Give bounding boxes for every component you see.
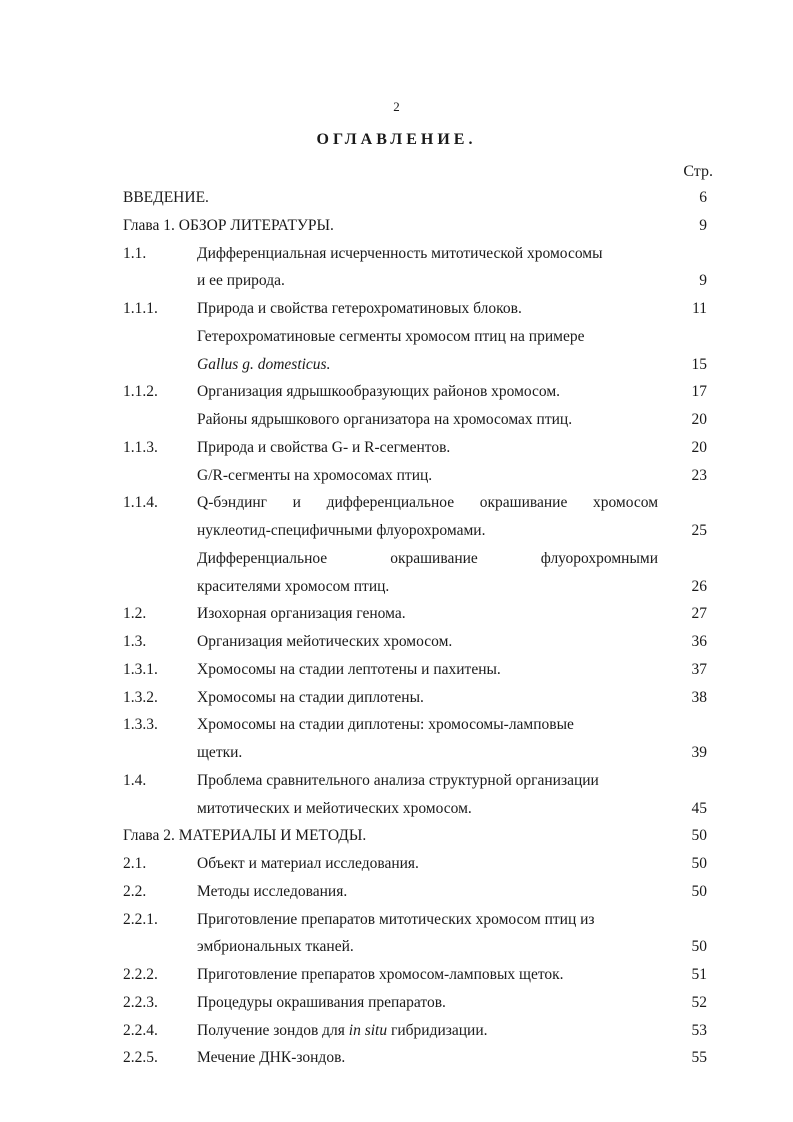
toc-page: 52 [691,993,707,1011]
toc-text: Проблема сравнительного анализа структурной организации [197,771,599,789]
toc-text: Глава 1. ОБЗОР ЛИТЕРАТУРЫ. [123,216,334,234]
toc-page: 55 [691,1049,707,1067]
toc-text: Хромосомы на стадии диплотены: хромосомы-ламповые [197,716,574,734]
toc-row [123,739,713,767]
toc-row [123,406,713,434]
toc-text: красителями хромосом птиц. [197,577,390,595]
toc-text: Gallus g. domesticus. [197,355,331,373]
toc-text: Методы исследования. [197,882,348,900]
toc-number: 2.2.4. [123,1021,158,1039]
toc-text: Хромосомы на стадии лептотены и пахитены. [197,660,501,678]
toc-page: 17 [691,383,707,401]
toc-page: 25 [691,522,707,539]
toc-text: Мечение ДНК-зондов. [197,1049,346,1067]
toc-text: Дифференциальная исчерченность митотической хромосомы [197,244,603,262]
toc-text: ВВЕДЕНИЕ. [123,189,209,206]
toc-page: 50 [691,882,707,900]
toc-text [197,1017,658,1045]
toc-row [123,767,713,795]
page-column-header: Стр. [683,163,713,180]
toc-text: Приготовление препаратов митотических хромосом птиц из [197,910,595,928]
toc-page: 51 [691,966,707,983]
toc-page: 9 [699,272,707,290]
toc-row [123,489,713,517]
toc-text: щетки. [197,744,243,761]
toc-text: Организация мейотических хромосом. [197,633,453,650]
toc-text: Хромосомы на стадии диплотены. [197,688,424,706]
toc-row [123,961,713,989]
toc-row [123,434,713,462]
table-of-contents [123,184,713,1072]
toc-text: Гетерохроматиновые сегменты хромосом птиц на примере [197,327,585,345]
toc-page: 36 [691,633,707,650]
toc-page: 37 [691,660,707,678]
toc-row [123,933,713,961]
toc-page: 50 [691,938,707,956]
toc-text: Приготовление препаратов хромосом-ламповых щеток. [197,966,564,983]
toc-text: Дифференциальное окрашивание флуорохромными [197,549,658,567]
toc-number: 1.1.1. [123,300,158,317]
toc-row [123,573,713,601]
toc-number: 1.4. [123,771,147,789]
toc-row [123,795,713,823]
toc-text-part: гибридизации. [387,1021,488,1039]
toc-text: эмбриональных тканей. [197,938,354,956]
toc-page: 23 [691,466,707,484]
page-title: ОГЛАВЛЕНИЕ. [316,131,477,148]
toc-row [123,378,713,406]
toc-page: 45 [691,799,707,817]
toc-number: 2.2.2. [123,966,158,983]
toc-row [123,1017,713,1045]
toc-row [123,1044,713,1072]
toc-row [123,600,713,628]
toc-row [123,906,713,934]
toc-number: 2.2.3. [123,993,158,1011]
toc-number: 1.3. [123,633,147,650]
toc-page: 50 [691,827,707,845]
toc-number: 1.1.3. [123,438,158,456]
toc-row [123,517,713,545]
toc-text: Изохорная организация генома. [197,605,406,623]
toc-page: 53 [691,1021,707,1039]
toc-number: 1.3.3. [123,716,158,734]
toc-row [123,295,713,323]
toc-text-emphasis: in situ [348,1021,388,1039]
toc-page: 38 [691,688,707,706]
toc-row [123,628,713,656]
toc-number: 1.1. [123,244,147,262]
toc-row [123,656,713,684]
toc-number: 1.3.2. [123,688,158,706]
toc-text: Процедуры окрашивания препаратов. [197,993,446,1011]
toc-text: Q-бэндинг и дифференциальное окрашивание хромосом [197,494,658,512]
toc-row [123,323,713,351]
toc-page: 15 [691,355,707,373]
toc-page: 11 [692,300,707,317]
toc-row [123,711,713,739]
toc-text: Районы ядрышкового организатора на хромосомах птиц. [197,411,573,428]
toc-row [123,462,713,490]
toc-text: Природа и свойства гетерохроматиновых блоков. [197,300,522,317]
toc-number: 1.3.1. [123,660,158,678]
toc-text: Глава 2. МАТЕРИАЛЫ И МЕТОДЫ. [123,827,367,845]
toc-text: митотических и мейотических хромосом. [197,799,472,817]
toc-row [123,351,713,379]
toc-row [123,545,713,573]
page-number: 2 [393,99,400,114]
toc-text: Объект и материал исследования. [197,855,419,872]
toc-page: 27 [691,605,707,623]
toc-page: 39 [691,744,707,761]
toc-text: G/R-сегменты на хромосомах птиц. [197,466,433,484]
toc-row [123,989,713,1017]
toc-row [123,267,713,295]
toc-text: нуклеотид-специфичными флуорохромами. [197,522,486,539]
toc-number: 2.1. [123,855,147,872]
toc-row [123,822,713,850]
toc-number: 2.2. [123,882,147,900]
toc-row [123,184,713,212]
toc-page: 26 [691,577,707,595]
toc-text-part: Получение зондов для [197,1021,349,1039]
toc-number: 2.2.5. [123,1049,158,1067]
toc-row [123,850,713,878]
toc-page: 20 [691,438,707,456]
toc-number: 2.2.1. [123,910,158,928]
toc-page: 50 [691,855,707,872]
toc-page: 9 [699,216,707,234]
toc-row [123,212,713,240]
toc-page: 20 [691,411,707,428]
toc-number: 1.1.2. [123,383,158,401]
toc-text: Природа и свойства G- и R-сегментов. [197,438,451,456]
toc-number: 1.1.4. [123,494,158,512]
toc-row [123,240,713,268]
toc-page: 6 [699,189,707,206]
toc-row [123,684,713,712]
toc-text: Организация ядрышкообразующих районов хромосом. [197,383,561,401]
toc-row [123,878,713,906]
toc-number: 1.2. [123,605,147,623]
toc-text: и ее природа. [197,272,285,290]
